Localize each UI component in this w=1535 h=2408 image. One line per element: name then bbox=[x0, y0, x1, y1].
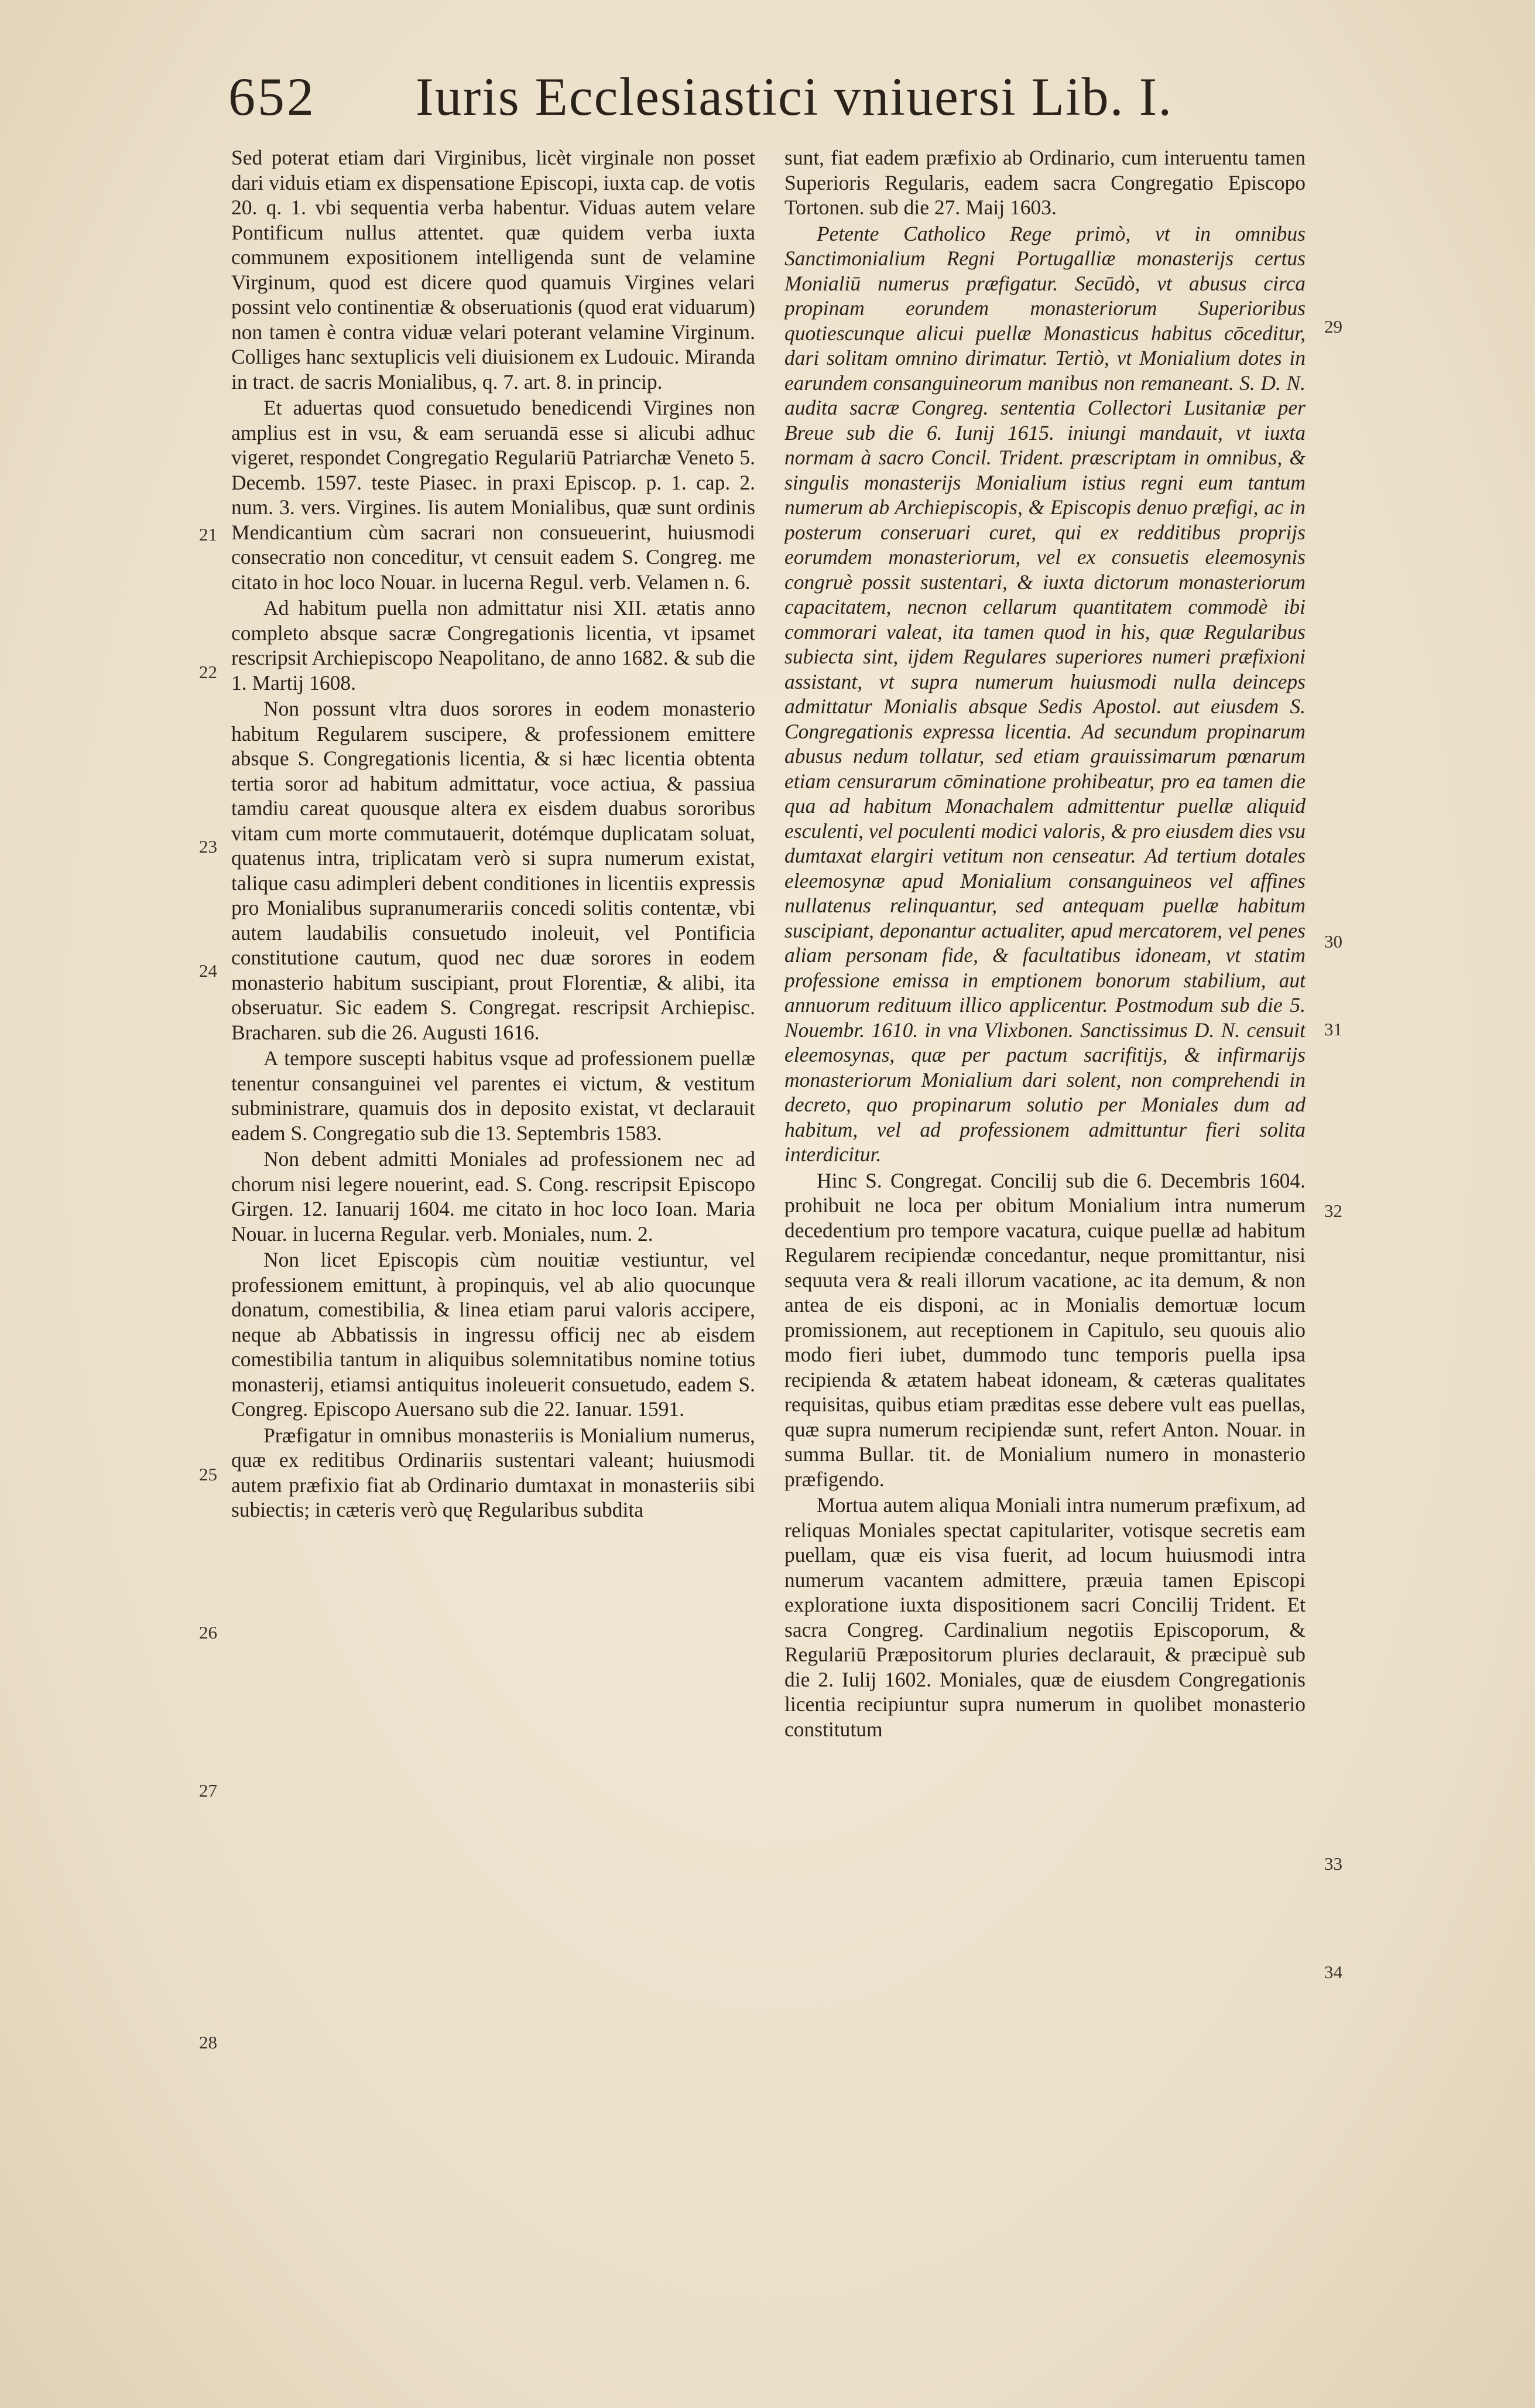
page-header bbox=[228, 64, 1341, 129]
margin-number: 29 bbox=[1324, 316, 1342, 337]
margin-number: 28 bbox=[199, 2032, 217, 2053]
margin-number: 26 bbox=[199, 1622, 217, 1643]
right-column bbox=[784, 145, 1306, 2312]
page-number: 652 bbox=[228, 67, 316, 126]
margin-number: 23 bbox=[199, 836, 217, 857]
margin-number: 31 bbox=[1324, 1019, 1342, 1039]
paragraph: Et aduertas quod consuetudo benedicendi Virgines non amplius est in vsu, & eam seruandā esse si alicubi adhuc vigeret, respondet Congregatio Regulariū Patriarchæ Veneto 5. Decemb. 1597. teste Piasec. in praxi Episcop. p. 1. cap. 2. num. 3. vers. Virgines. Iis autem Monialibus, quæ sunt ordinis Mendicantium cùm sacrari non consueuerint, huiusmodi consecratio non conceditur, vt censuit eadem S. Congreg. me citato in hoc loco Nouar. in lucerna Regul. verb. Velamen n. 6. bbox=[231, 396, 755, 594]
paragraph: Non licet Episcopis cùm nouitiæ vestiuntur, vel professionem emittunt, à propinquis, vel ab alio quocunque donatum, comestibilia, & linea etiam parui valoris accipere, neque ab Abbatissis in ingressu officij nec ab eisdem comestibilia tantum in aliquibus solemnitatibus nomine totius monasterij, etiamsi antiquitus inoleuerit consuetudo, eadem S. Congreg. Episcopo Auersano sub die 22. Ianuar. 1591. bbox=[231, 1248, 755, 1421]
paragraph: Petente Catholico Rege primò, vt in omnibus Sanctimonialium Regni Portugalliæ monasterijs certus Monialiū numerus præfigatur. Secūdò, vt abusus circa propinam eorundem monasteriorum Superioribus quotiescunque alicui puellæ Monasticus habitus cōceditur, dari solitam omnino dirimatur. Tertiò, vt Monialium dotes in earundem consanguineorum manibus non remaneant. S. D. N. audita sacræ Congreg. sententia Collectori Lusitaniæ per Breue sub die 6. Iunij 1615. iniungi mandauit, vt iuxta normam à sacro Concil. Trident. præscriptam in omnibus, & singulis monasterijs Monialium istius regni eum tantum numerum ab Archiepiscopis, & Episcopis denuo præfigi, ac in posterum conseruari curet, qui ex redditibus proprijs eorumdem monasteriorum, vel ex consuetis eleemosynis congruè possit sustentari, & iuxta dictorum monasteriorum capacitatem, necnon cellarum quantitatem commodè ibi commorari valeat, ita tamen quod in his, quæ Regularibus subiecta sint, ijdem Regulares superiores numeri præfixioni assistant, vt supra numerum huiusmodi nulla deinceps admittatur Monialis absque Sedis Apostol. aut eiusdem S. Congregationis expressa licentia. Ad secundum propinarum abusus nedum tollatur, sed etiam grauissimarum pœnarum etiam censurarum cōminatione prohibeatur, pro ea tamen die qua ad habitum Monachalem admittentur puellæ aliquid esculenti, vel poculenti modici valoris, & pro eiusdem dies vsu dumtaxat elargiri vetitum non censeatur. Ad tertium dotales eleemosynæ apud Monialium consanguineos vel affines nullatenus relinquantur, sed antequam puellæ habitum suscipiant, deponantur actualiter, apud mercatorem, vel penes aliam personam fide, & facultatibus idoneam, vt statim professione emissa in emptionem bonorum stabilium, aut annuorum redituum illico applicentur. Postmodum sub die 5. Nouembr. 1610. in vna Vlixbonen. Sanctissimus D. N. censuit eleemosynas, quæ per pactum sacrifitijs, & infirmarijs monasteriorum Monialium dari solent, non comprehendi in decreto, quo propinarum solutio per Moniales dum ad habitum, vel ad professionem admittuntur fieri solita interdicitur. bbox=[784, 221, 1306, 1166]
margin-number: 22 bbox=[199, 662, 217, 682]
paragraph: sunt, fiat eadem præfixio ab Ordinario, cum interuentu tamen Superioris Regularis, eadem sacra Congregatio Episcopo Tortonen. sub die 27. Maij 1603. bbox=[784, 146, 1306, 219]
paragraph: Mortua autem aliqua Moniali intra numerum præfixum, ad reliquas Moniales spectat capitulariter, votisque secretis eam puellam, quæ eis visa fuerit, ad locum huiusmodi intra numerum vacantem admittere, præuia tamen Episcopi exploratione iuxta dispositionem sacri Concilij Trident. Et sacra Congreg. Cardinalium negotiis Episcoporum, & Regulariū Præpositorum pluries declarauit, & præcipuè sub die 2. Iulij 1602. Moniales, quæ de eiusdem Congregationis licentia recipiuntur supra numerum in quolibet monasterio constitutum bbox=[784, 1493, 1306, 1741]
margin-number: 25 bbox=[199, 1464, 217, 1485]
margin-number: 24 bbox=[199, 960, 217, 981]
margin-number: 33 bbox=[1324, 1853, 1342, 1874]
margin-number: 27 bbox=[199, 1780, 217, 1801]
paragraph: A tempore suscepti habitus vsque ad professionem puellæ tenentur consanguinei vel parentes ei victum, & vestitum subministrare, quamuis dos in deposito existat, vt declarauit eadem S. Congregatio sub die 13. Septembris 1583. bbox=[231, 1046, 755, 1145]
paragraph: Sed poterat etiam dari Virginibus, licèt virginale non posset dari viduis etiam ex dispensatione Episcopi, iuxta cap. de votis 20. q. 1. vbi sequentia verba habentur. Viduas autem velare Pontificum nullus attentet. quæ quidem verba iuxta communem expositionem intelligenda sunt de velamine Virginum, quod est dicere quod quamuis Virgines velari possint velo continentiæ & obseruationis (quod erat viduarum) non tamen è contra viduæ velari poterant velamine Virginum. Colliges hanc sextuplicis veli diuisionem ex Ludouic. Miranda in tract. de sacris Monialibus, q. 7. art. 8. in princip. bbox=[231, 146, 755, 394]
margin-number: 21 bbox=[199, 524, 217, 545]
left-column bbox=[231, 145, 755, 2312]
paragraph: Ad habitum puella non admittatur nisi XII. ætatis anno completo absque sacræ Congregationis licentia, vt ipsamet rescripsit Archiepiscopo Neapolitano, de anno 1682. & sub die 1. Martij 1608. bbox=[231, 596, 755, 695]
paragraph: Hinc S. Congregat. Concilij sub die 6. Decembris 1604. prohibuit ne loca per obitum Monialium intra numerum decedentium pro tempore vacatura, cuique puellæ ad habitum Regularem recipiendæ concedantur, neque promittantur, nisi sequuta vera & reali illorum vacatione, ac ita demum, & non antea de eis disponi, ac in Monialis demortuæ locum promissionem, aut receptionem in Capitulo, seu quouis alio modo fieri iubet, dummodo tunc temporis puella ipsa recipienda & ætatem habeat idoneam, & cæteras qualitates requisitas, quibus etiam præditas esse debere vult eas puellas, quæ supra numerum recipiendæ sunt, refert Anton. Nouar. in summa Bullar. tit. de Monialium numero in monasterio præfigendo. bbox=[784, 1168, 1306, 1491]
running-title: Iuris Ecclesiastici vniuersi Lib. I. bbox=[416, 67, 1173, 126]
margin-number: 30 bbox=[1324, 931, 1342, 952]
paragraph: Præfigatur in omnibus monasteriis is Monialium numerus, quæ ex reditibus Ordinariis sustentari valeant; huiusmodi autem præfixio fiat ab Ordinario dumtaxat in monasteriis sibi subiectis; in cæteris verò quę Regularibus subdita bbox=[231, 1423, 755, 1521]
margin-number: 34 bbox=[1324, 1962, 1342, 1982]
paragraph: Non debent admitti Moniales ad professionem nec ad chorum nisi legere nouerint, ead. S. Cong. rescripsit Episcopo Girgen. 12. Ianuarij 1604. me citato in hoc loco Ioan. Maria Nouar. in lucerna Regular. verb. Moniales, num. 2. bbox=[231, 1147, 755, 1246]
paragraph: Non possunt vltra duos sorores in eodem monasterio habitum Regularem suscipere, & professionem emittere absque S. Congregationis licentia, & si hæc licentia obtenta tertia soror ad habitum admittatur, voce actiua, & passiua tamdiu careat quousque altera ex eisdem duabus sororibus vitam cum morte commutauerit, dotémque duplicatam soluat, quatenus intra, triplicatam verò si supra numerum existat, talique casu adimpleri debent conditiones in licentiis expressis pro Monialibus supranumerariis concedi solitis contentæ, vbi autem laudabilis consuetudo inoleuit, vel Pontificia constitutione cautum, quod nec duæ sorores in eodem monasterio habitum suscipiant, prout Florentiæ, & alibi, ita obseruatur. Sic eadem S. Congregat. rescripsit Archiepisc. Bracharen. sub die 26. Augusti 1616. bbox=[231, 697, 755, 1044]
margin-number: 32 bbox=[1324, 1200, 1342, 1221]
